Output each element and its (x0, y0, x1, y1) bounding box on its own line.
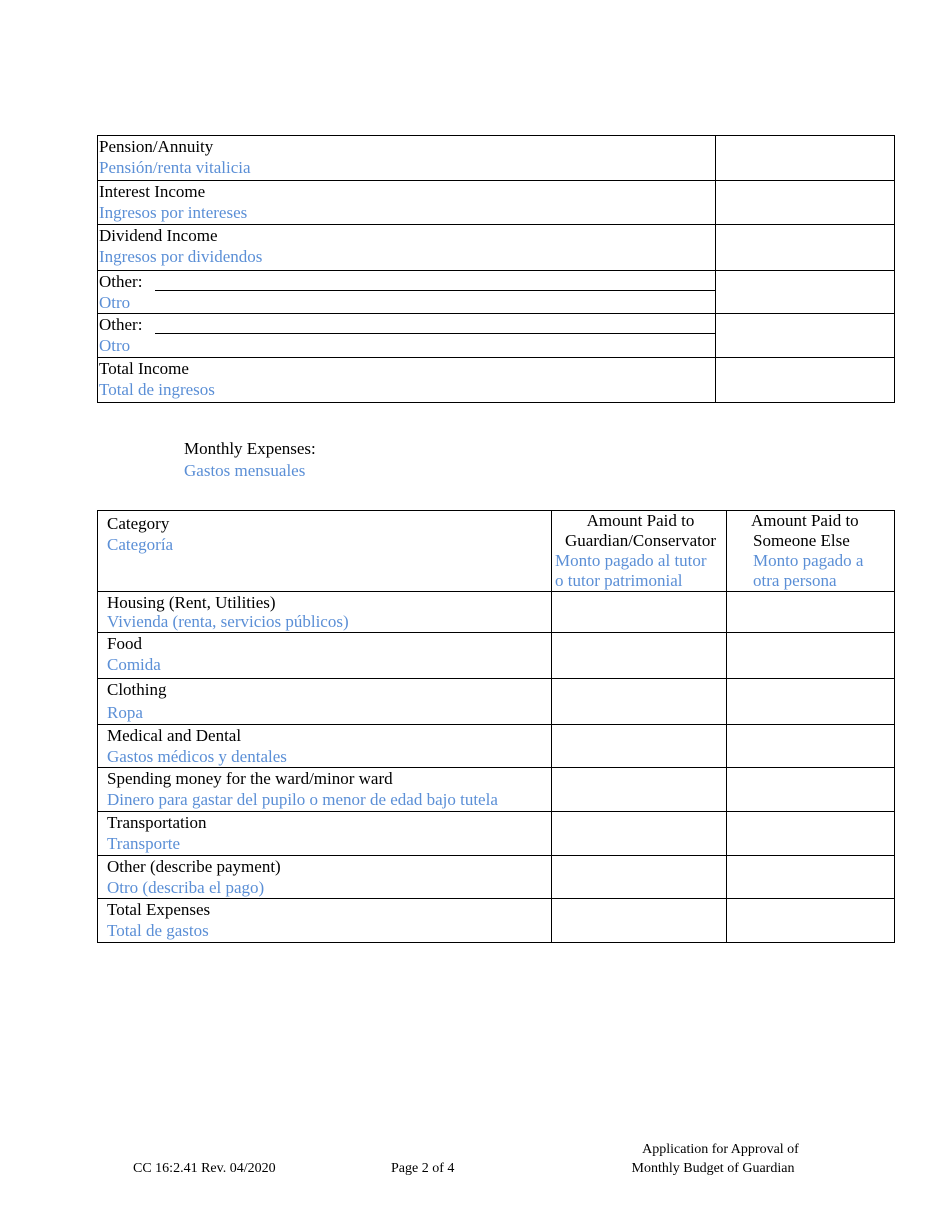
expense-label-es: Vivienda (renta, servicios públicos) (107, 612, 349, 631)
income-label: Other: (99, 315, 143, 334)
expense-row-other (98, 856, 895, 899)
guardian-header-es-1: Monto pagado al tutor (555, 551, 707, 570)
someone-else-amount-field[interactable] (727, 899, 895, 943)
income-label: Pension/Annuity (99, 137, 214, 156)
category-header-label: Category (107, 514, 170, 533)
expense-label-es: Dinero para gastar del pupilo o menor de edad bajo tutela (107, 790, 498, 809)
monthly-expenses-title: Monthly Expenses: (184, 439, 316, 458)
income-label-es: Otro (99, 336, 131, 355)
someone-else-amount-field[interactable] (727, 768, 895, 812)
expense-label: Transportation (107, 813, 207, 832)
someone-else-amount-field[interactable] (727, 725, 895, 768)
other-description-line[interactable] (155, 290, 715, 291)
expense-label: Food (107, 634, 142, 653)
expense-label: Clothing (107, 680, 167, 699)
expense-row-total (98, 899, 895, 943)
expense-label-es: Total de gastos (107, 921, 209, 940)
income-amount-field[interactable] (716, 314, 895, 358)
guardian-amount-field[interactable] (552, 856, 727, 899)
income-table (97, 135, 895, 403)
someone-else-header-es-1: Monto pagado a (753, 551, 864, 570)
expense-label-es: Gastos médicos y dentales (107, 747, 287, 766)
guardian-amount-field[interactable] (552, 899, 727, 943)
income-row-pension (98, 136, 895, 181)
income-row-total (98, 358, 895, 403)
someone-else-amount-field[interactable] (727, 679, 895, 725)
guardian-header-line-1: Amount Paid to (586, 511, 695, 530)
expense-label: Total Expenses (107, 900, 211, 919)
someone-else-amount-field[interactable] (727, 812, 895, 856)
expense-row-spending-money (98, 768, 895, 812)
expense-row-medical (98, 725, 895, 768)
guardian-amount-field[interactable] (552, 812, 727, 856)
expense-label: Housing (Rent, Utilities) (107, 593, 276, 612)
guardian-amount-header (552, 511, 727, 592)
guardian-header-line-2: Guardian/Conservator (564, 531, 717, 550)
expense-label: Other (describe payment) (107, 857, 281, 876)
expense-row-clothing (98, 679, 895, 725)
someone-else-amount-field[interactable] (727, 592, 895, 633)
guardian-amount-field[interactable] (552, 768, 727, 812)
footer-title-line-1: Application for Approval of (642, 1142, 799, 1157)
someone-else-amount-field[interactable] (727, 633, 895, 679)
expense-label-es: Comida (107, 655, 161, 674)
monthly-expenses-title-es: Gastos mensuales (184, 461, 306, 480)
expense-label: Spending money for the ward/minor ward (107, 769, 393, 788)
someone-else-header-line-1: Amount Paid to (751, 511, 859, 530)
someone-else-amount-field[interactable] (727, 856, 895, 899)
expense-label-es: Otro (describa el pago) (107, 878, 265, 897)
income-amount-field[interactable] (716, 225, 895, 271)
income-label: Total Income (99, 359, 189, 378)
footer-page-number: Page 2 of 4 (391, 1161, 455, 1176)
income-label-es: Ingresos por intereses (99, 203, 248, 222)
expense-row-housing (98, 592, 895, 633)
income-label: Interest Income (99, 182, 206, 201)
income-row-other-1 (98, 271, 895, 314)
guardian-amount-field[interactable] (552, 725, 727, 768)
guardian-amount-field[interactable] (552, 592, 727, 633)
income-amount-field[interactable] (716, 181, 895, 225)
income-row-dividend (98, 225, 895, 271)
income-amount-field[interactable] (716, 136, 895, 181)
expense-row-transportation (98, 812, 895, 856)
expense-row-food (98, 633, 895, 679)
category-header (98, 511, 552, 592)
expenses-table (97, 510, 895, 943)
income-label-es: Total de ingresos (99, 380, 215, 399)
guardian-header-es-2: o tutor patrimonial (555, 571, 683, 590)
someone-else-amount-header (727, 511, 895, 592)
income-row-interest (98, 181, 895, 225)
income-label-es: Ingresos por dividendos (99, 247, 263, 266)
footer-form-title (618, 1140, 818, 1178)
income-label: Other: (99, 272, 143, 291)
expense-label-es: Ropa (107, 703, 143, 722)
guardian-amount-field[interactable] (552, 633, 727, 679)
footer-form-id: CC 16:2.41 Rev. 04/2020 (133, 1161, 276, 1176)
income-label: Dividend Income (99, 226, 218, 245)
someone-else-header-es-2: otra persona (753, 571, 837, 590)
expense-label: Medical and Dental (107, 726, 242, 745)
expenses-header-row (98, 511, 895, 592)
monthly-expenses-heading (184, 438, 316, 482)
guardian-amount-field[interactable] (552, 679, 727, 725)
footer-title-line-2: Monthly Budget of Guardian (631, 1161, 795, 1176)
income-row-other-2 (98, 314, 895, 358)
income-amount-field[interactable] (716, 358, 895, 403)
income-label-es: Pensión/renta vitalicia (99, 158, 251, 177)
someone-else-header-line-2: Someone Else (753, 531, 850, 550)
category-header-label-es: Categoría (107, 535, 174, 554)
income-label-es: Otro (99, 293, 131, 312)
expense-label-es: Transporte (107, 834, 181, 853)
income-amount-field[interactable] (716, 271, 895, 314)
other-description-line[interactable] (155, 333, 715, 334)
